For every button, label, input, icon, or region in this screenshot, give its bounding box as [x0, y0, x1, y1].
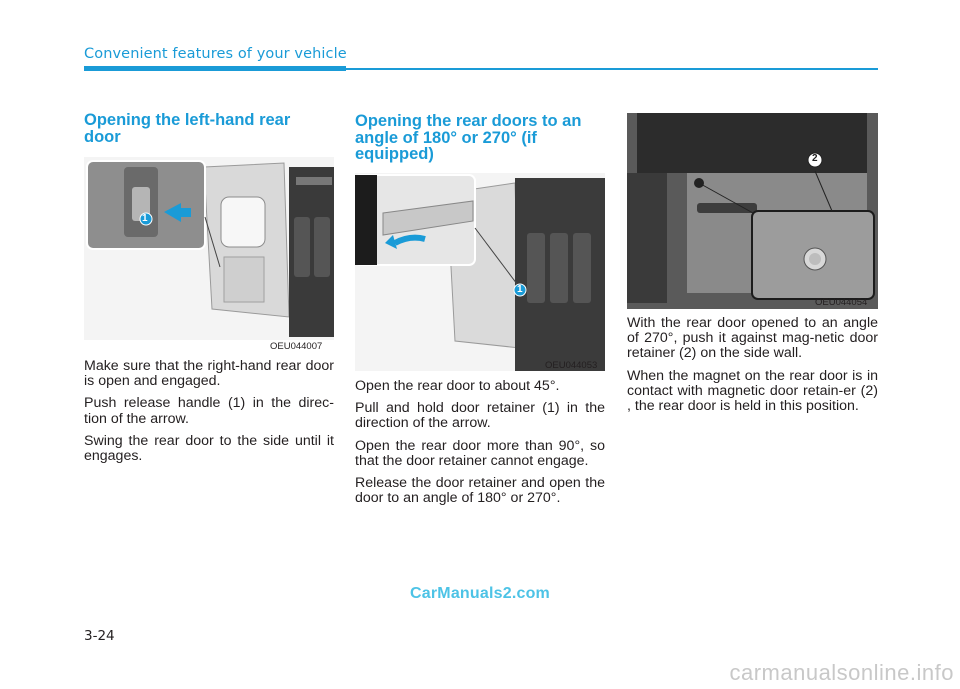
- figure-code-3: OEU044054: [815, 297, 868, 308]
- watermark-carmanualsonline[interactable]: carmanualsonline.info: [729, 660, 954, 685]
- callout-1-left: 1: [142, 213, 148, 224]
- callout-2-magnet: 2: [812, 153, 818, 164]
- header-rule-thin: [346, 68, 878, 70]
- paragraph: Pull and hold door retainer (1) in the direction of the arrow.: [355, 400, 605, 432]
- paragraph: Open the rear door more than 90°, so that the door retainer cannot engage.: [355, 437, 605, 469]
- paragraph: Release the door retainer and open the door to an angle of 180° or 270°.: [355, 475, 605, 507]
- callout-1-retainer: 1: [517, 284, 523, 295]
- illustration-magnetic-retainer: [627, 113, 878, 309]
- illustration-rear-door-release: [84, 157, 334, 340]
- page-number: 3-24: [84, 628, 115, 644]
- heading-left-rear-door: Opening the left-hand rear door: [84, 111, 291, 146]
- header-rule-thick: [84, 66, 346, 71]
- watermark-carmanuals2[interactable]: CarManuals2.com: [410, 585, 550, 602]
- body-magnetic-retainer: [627, 316, 878, 421]
- figure-magnetic-retainer: [627, 113, 878, 309]
- paragraph: When the magnet on the rear door is in contact with magnetic door retain-er (2) , the rear door is held in this position.: [627, 367, 878, 415]
- section-title: Convenient features of your vehicle: [84, 46, 347, 62]
- illustration-door-retainer: [355, 173, 605, 371]
- paragraph: Open the rear door to about 45°.: [355, 378, 560, 394]
- body-rear-doors-angle: [355, 379, 605, 513]
- figure-code-1: OEU044007: [270, 341, 323, 352]
- figure-left-rear-door: [84, 157, 334, 340]
- heading-rear-doors-angle: Opening the rear doors to an angle of 180° or 270° (if equipped): [355, 112, 582, 163]
- figure-door-retainer: [355, 173, 605, 371]
- figure-code-2: OEU044053: [545, 360, 598, 371]
- body-left-rear-door: [84, 359, 334, 471]
- paragraph: With the rear door opened to an angle of 270°, push it against mag-netic door retainer (2) on the side wall.: [627, 315, 878, 362]
- paragraph: Make sure that the right-hand rear door is open and engaged.: [84, 358, 334, 390]
- paragraph: Push release handle (1) in the direc-tion of the arrow.: [84, 395, 334, 427]
- paragraph: Swing the rear door to the side until it engages.: [84, 432, 334, 465]
